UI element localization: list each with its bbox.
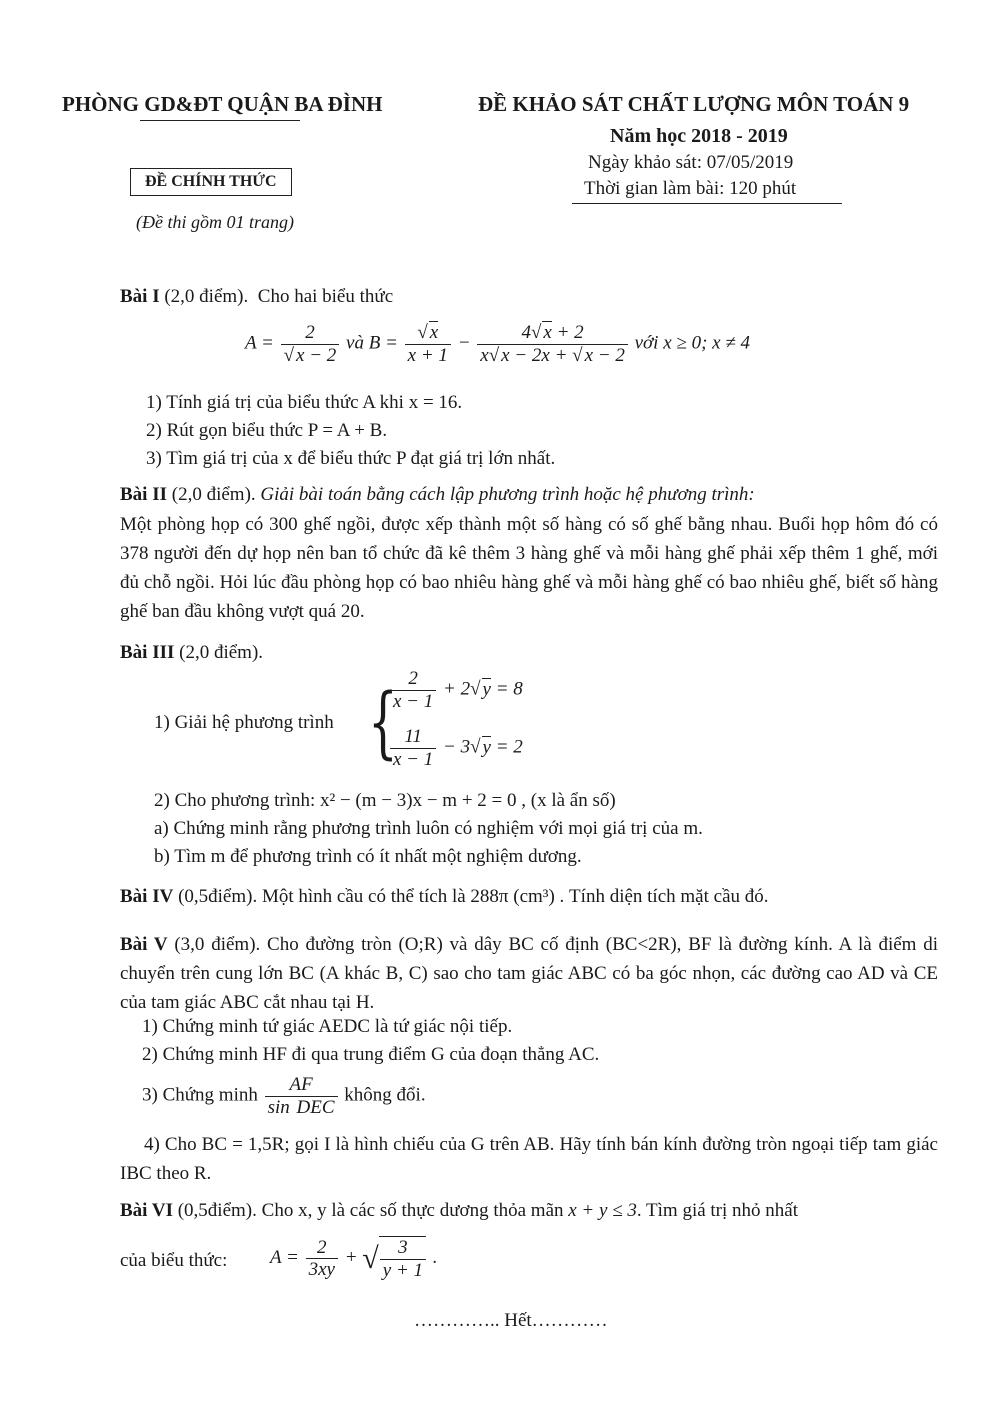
duration: Thời gian làm bài: 120 phút — [584, 178, 797, 199]
bai1-heading: Bài I (2,0 điểm). Cho hai biểu thức — [120, 286, 394, 307]
survey-date: Ngày khảo sát: 07/05/2019 — [588, 152, 794, 173]
school-year: Năm học 2018 - 2019 — [610, 125, 788, 147]
bai3-item-2a: a) Chứng minh rằng phương trình luôn có nghiệm với mọi giá trị của m. — [154, 818, 703, 839]
system-equation-2: $\frac{11}{x - 1}$ − 3√ y = 2 — [388, 726, 523, 771]
bai5-item-2: 2) Chứng minh HF đi qua trung điểm G của đoạn thẳng AC. — [142, 1044, 600, 1065]
fraction-b2: $\frac{4√ x + 2}{x√ x - 2x + √ x - 2}$ — [477, 322, 628, 367]
system-equation-1: $\frac{2}{x - 1}$ + 2√ y = 8 — [388, 668, 523, 713]
end-marker: ………….. Hết………… — [414, 1310, 608, 1331]
bai1-item-3: 3) Tìm giá trị của x để biểu thức P đạt giá trị lớn nhất. — [146, 448, 556, 469]
bai3-item-2b: b) Tìm m để phương trình có ít nhất một nghiệm dương. — [154, 846, 582, 867]
official-exam-box: ĐỀ CHÍNH THỨC — [130, 168, 292, 196]
ratio-af-sin: $\frac{AF}{\text{sin DEC}}$ — [265, 1074, 338, 1119]
bai5-item-4: 4) Cho BC = 1,5R; gọi I là hình chiếu của G trên AB. Hãy tính bán kính đường tròn ngoại tiếp tam giác IBC theo R. — [120, 1134, 938, 1184]
department-title: PHÒNG GD&ĐT QUẬN BA ĐÌNH — [62, 92, 383, 116]
system-brace: { — [368, 678, 398, 768]
bai6-text: Bài VI (0,5điểm). Cho x, y là các số thực dương thỏa mãn x + y ≤ 3. Tìm giá trị nhỏ nhất — [120, 1200, 799, 1221]
bai1-item-1: 1) Tính giá trị của biểu thức A khi x = 16. — [146, 392, 463, 413]
bai3-item-1: 1) Giải hệ phương trình — [154, 712, 334, 733]
bai4-text: Bài IV (0,5điểm). Một hình cầu có thể tích là 288π (cm³) . Tính diện tích mặt cầu đó. — [120, 886, 769, 907]
bai3-item-2: 2) Cho phương trình: x² − (m − 3)x − m + 2 = 0 , (x là ẩn số) — [154, 790, 616, 811]
bai6-formula: A = $\frac{2}{3xy}$ + √ $\frac{3}{y + 1}$ . — [270, 1236, 438, 1281]
fraction-b1: $\frac{√ x}{x + 1}$ — [405, 322, 451, 367]
bai2-heading: Bài II (2,0 điểm). Giải bài toán bằng cách lập phương trình hoặc hệ phương trình: — [120, 484, 755, 505]
bai3-heading: Bài III (2,0 điểm). — [120, 642, 264, 663]
bai2-text: Một phòng họp có 300 ghế ngồi, được xếp thành một số hàng có số ghế bằng nhau. Buổi họp hôm đó có 378 người đến dự họp nên ban tổ chức đã kê thêm 3 hàng ghế và mỗi hàng ghế phải xếp thêm 1 ghế, mới đủ chỗ ngồi. Hỏi lúc đầu phòng họp có bao nhiêu hàng ghế và mỗi hàng ghế có bao nhiêu ghế, biết số hàng ghế ban đầu không vượt quá 20. — [120, 514, 938, 622]
bai1-item-2: 2) Rút gọn biểu thức P = A + B. — [146, 420, 388, 441]
header-rule — [572, 203, 842, 204]
bai5-text: Bài V (3,0 điểm). Cho đường tròn (O;R) và dây BC cố định (BC<2R), BF là đường kính. A là điểm di chuyển trên cung lớn BC (A khác B, C) sao cho tam giác ABC có ba góc nhọn, các đường cao AD và CE của tam giác ABC cắt nhau tại H. — [120, 934, 938, 1013]
exam-title: ĐỀ KHẢO SÁT CHẤT LƯỢNG MÔN TOÁN 9 — [478, 92, 910, 116]
bai1-formula: A = $\frac{2}{√ x - 2}$ và B = $\frac{√ x}{x + 1}$ − $\frac{4√ x + 2}{x√ x - 2x + √ x - 2}$ với x ≥ 0; x ≠ 4 — [245, 322, 751, 366]
bai5-item-1: 1) Chứng minh tứ giác AEDC là tứ giác nội tiếp. — [142, 1016, 513, 1037]
pages-note: (Đề thi gồm 01 trang) — [136, 212, 294, 232]
bai5-item-3: 3) Chứng minh $\frac{AF}{\text{sin DEC}}$ không đổi. — [142, 1074, 426, 1118]
title-underline — [140, 120, 300, 121]
fraction-a: $\frac{2}{√ x - 2}$ — [281, 322, 340, 367]
bai6-expression-label: của biểu thức: — [120, 1250, 228, 1271]
